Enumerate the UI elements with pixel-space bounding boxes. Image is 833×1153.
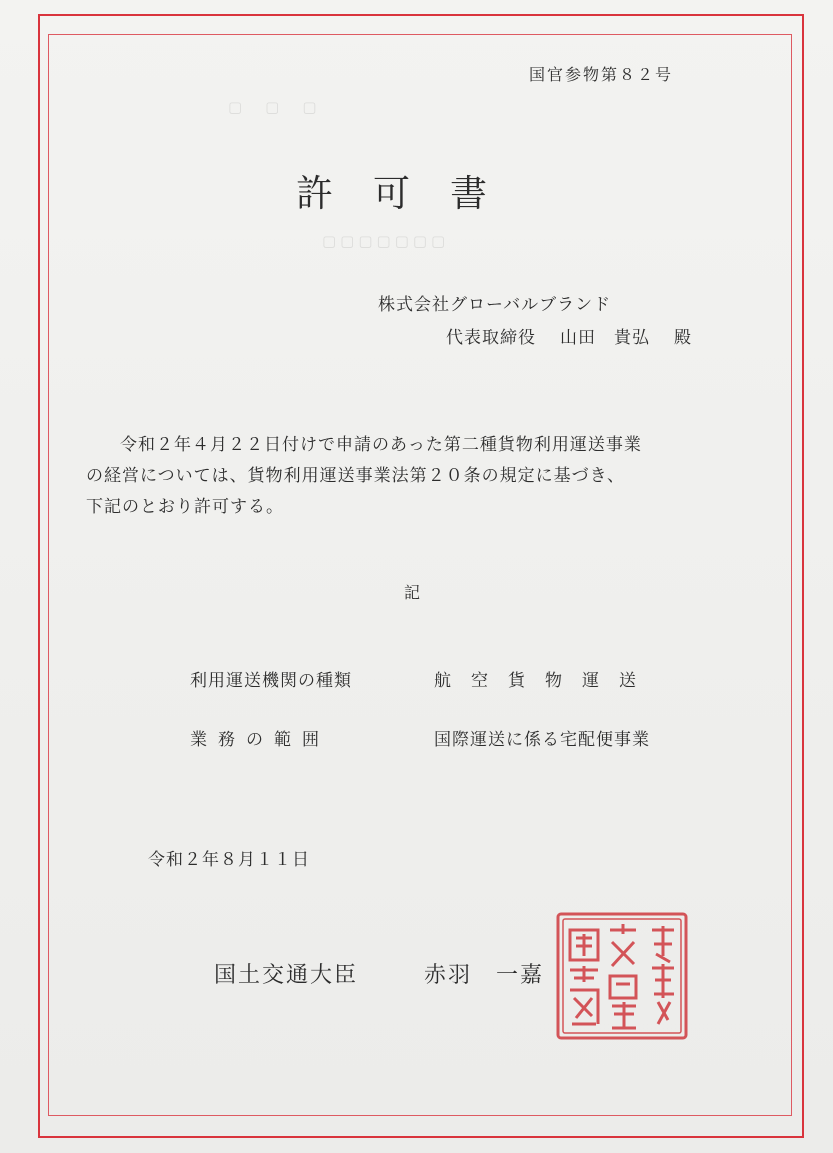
body-paragraph bbox=[86, 430, 766, 523]
item-value-business-scope: 国際運送に係る宅配便事業 bbox=[434, 730, 650, 750]
recipient-name: 山田 貴弘 bbox=[560, 328, 650, 348]
official-seal-icon bbox=[552, 906, 692, 1046]
document-number: 国官参物第８２号 bbox=[529, 65, 674, 84]
body-line: 下記のとおり許可する。 bbox=[86, 497, 284, 517]
recipient-honorific: 殿 bbox=[674, 328, 692, 348]
body-line: 令和２年４月２２日付けで申請のあった第二種貨物利用運送事業 bbox=[120, 435, 642, 455]
body-line: の経営については、貨物利用運送事業法第２０条の規定に基づき、 bbox=[86, 466, 625, 486]
recipient-position: 代表取締役 bbox=[446, 328, 536, 348]
ki-heading: 記 bbox=[404, 583, 422, 602]
item-label-transport-type: 利用運送機関の種類 bbox=[190, 671, 352, 691]
bleed-through-mark: ▢▢▢▢▢▢▢ bbox=[322, 232, 450, 250]
item-label-business-scope: 業務の範囲 bbox=[190, 730, 330, 750]
document-title: 許可書 bbox=[296, 172, 527, 215]
issuer-title: 国土交通大臣 bbox=[214, 963, 359, 988]
issuer-name: 赤羽 一嘉 bbox=[424, 963, 545, 988]
recipient-representative bbox=[446, 323, 692, 348]
recipient-company: 株式会社グローバルブランド bbox=[378, 295, 612, 315]
item-value-transport-type: 航空貨物運送 bbox=[434, 671, 656, 691]
issue-date: 令和２年８月１１日 bbox=[148, 850, 310, 870]
bleed-through-mark: ▢ ▢ ▢ bbox=[228, 98, 321, 116]
